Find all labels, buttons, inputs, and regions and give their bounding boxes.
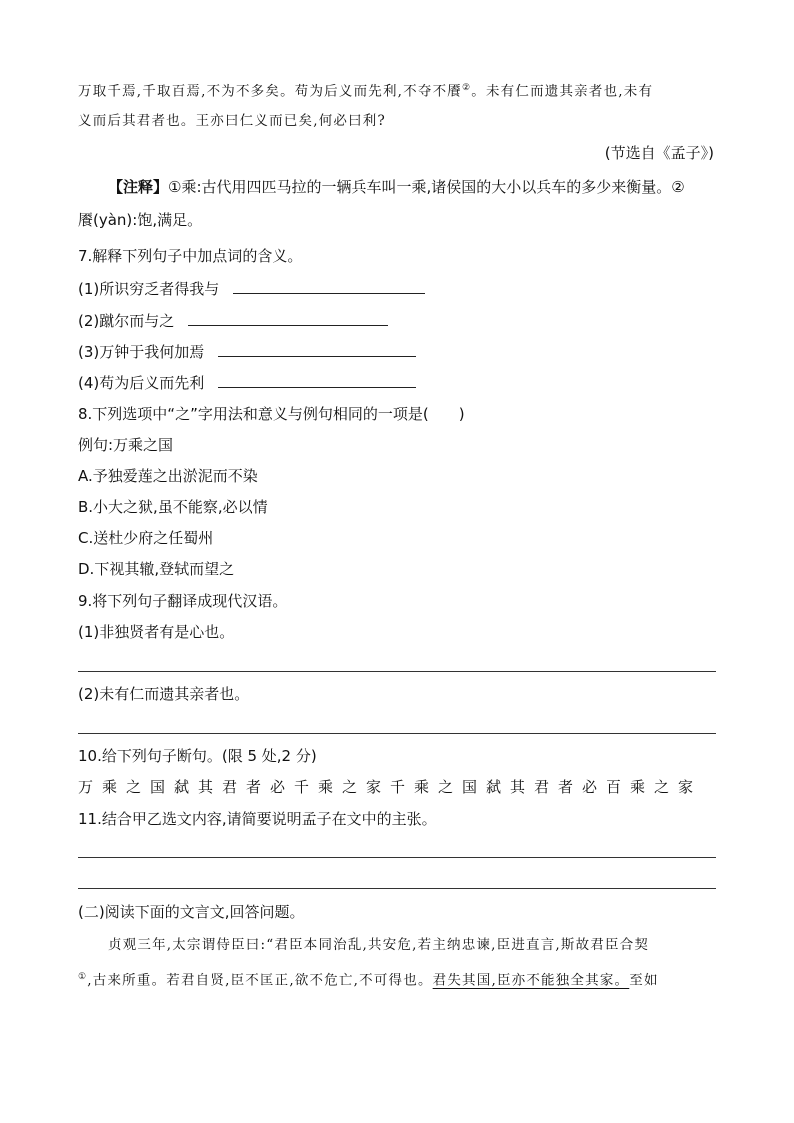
answer-line[interactable] bbox=[78, 857, 716, 858]
q8-option-c[interactable]: C.送杜少府之任蜀州 bbox=[78, 529, 214, 547]
q7-item: (4)苟为后义而先利 bbox=[78, 373, 416, 393]
answer-blank[interactable] bbox=[233, 279, 425, 294]
passage-line: ①,古来所重。若君自贤,臣不匡正,欲不危亡,不可得也。君失其国,臣亦不能独全其家。至如 bbox=[78, 972, 659, 989]
source-citation: (节选自《孟子》) bbox=[604, 144, 714, 162]
answer-line[interactable] bbox=[78, 733, 716, 734]
q8-option-a[interactable]: A.予独爱莲之出淤泥而不染 bbox=[78, 467, 258, 485]
question-9-title: 9.将下列句子翻译成现代汉语。 bbox=[78, 592, 288, 610]
passage-line: 贞观三年,太宗谓侍臣曰:“君臣本同治乱,共安危,若主纳忠谏,臣进直言,斯故君臣合契 bbox=[108, 937, 650, 953]
section-2-title: (二)阅读下面的文言文,回答问题。 bbox=[78, 903, 305, 921]
punctuation-sentence: 万乘之国弑其君者必千乘之家千乘之国弑其君者必百乘之家 bbox=[78, 778, 703, 796]
answer-blank[interactable] bbox=[218, 373, 416, 388]
q7-item: (3)万钟于我何加焉 bbox=[78, 342, 416, 362]
passage-line: 义而后其君者也。王亦曰仁义而已矣,何必曰利? bbox=[78, 113, 386, 129]
question-11-title: 11.结合甲乙选文内容,请简要说明孟子在文中的主张。 bbox=[78, 810, 437, 828]
footnote-marker: ① bbox=[78, 972, 88, 982]
answer-blank[interactable] bbox=[218, 342, 416, 357]
underlined-sentence: 君失其国,臣亦不能独全其家。 bbox=[432, 972, 630, 989]
q9-item: (1)非独贤者有是心也。 bbox=[78, 623, 235, 641]
question-10-title: 10.给下列句子断句。(限 5 处,2 分) bbox=[78, 747, 317, 765]
question-7-title: 7.解释下列句子中加点词的含义。 bbox=[78, 247, 303, 265]
q7-item: (1)所识穷乏者得我与 bbox=[78, 279, 425, 299]
passage-line: 万取千焉,千取百焉,不为不多矣。苟为后义而先利,不夺不餍②。未有仁而遗其亲者也,未有 bbox=[78, 83, 654, 100]
q9-item: (2)未有仁而遗其亲者也。 bbox=[78, 685, 250, 703]
question-8-title: 8.下列选项中“之”字用法和意义与例句相同的一项是( ) bbox=[78, 405, 465, 423]
annotation-note: 【注释】①乘:古代用四匹马拉的一辆兵车叫一乘,诸侯国的大小以兵车的多少来衡量。② bbox=[108, 178, 685, 196]
q8-option-b[interactable]: B.小大之狱,虽不能察,必以情 bbox=[78, 498, 268, 516]
q7-item: (2)蹴尔而与之 bbox=[78, 311, 388, 331]
footnote-marker: ② bbox=[461, 83, 472, 93]
annotation-note-continued: 餍(yàn):饱,满足。 bbox=[78, 211, 203, 229]
answer-blank[interactable] bbox=[188, 311, 388, 326]
answer-line[interactable] bbox=[78, 888, 716, 889]
answer-line[interactable] bbox=[78, 671, 716, 672]
q8-option-d[interactable]: D.下视其辙,登轼而望之 bbox=[78, 560, 235, 578]
note-label: 【注释】 bbox=[108, 178, 169, 196]
q8-example: 例句:万乘之国 bbox=[78, 436, 174, 454]
